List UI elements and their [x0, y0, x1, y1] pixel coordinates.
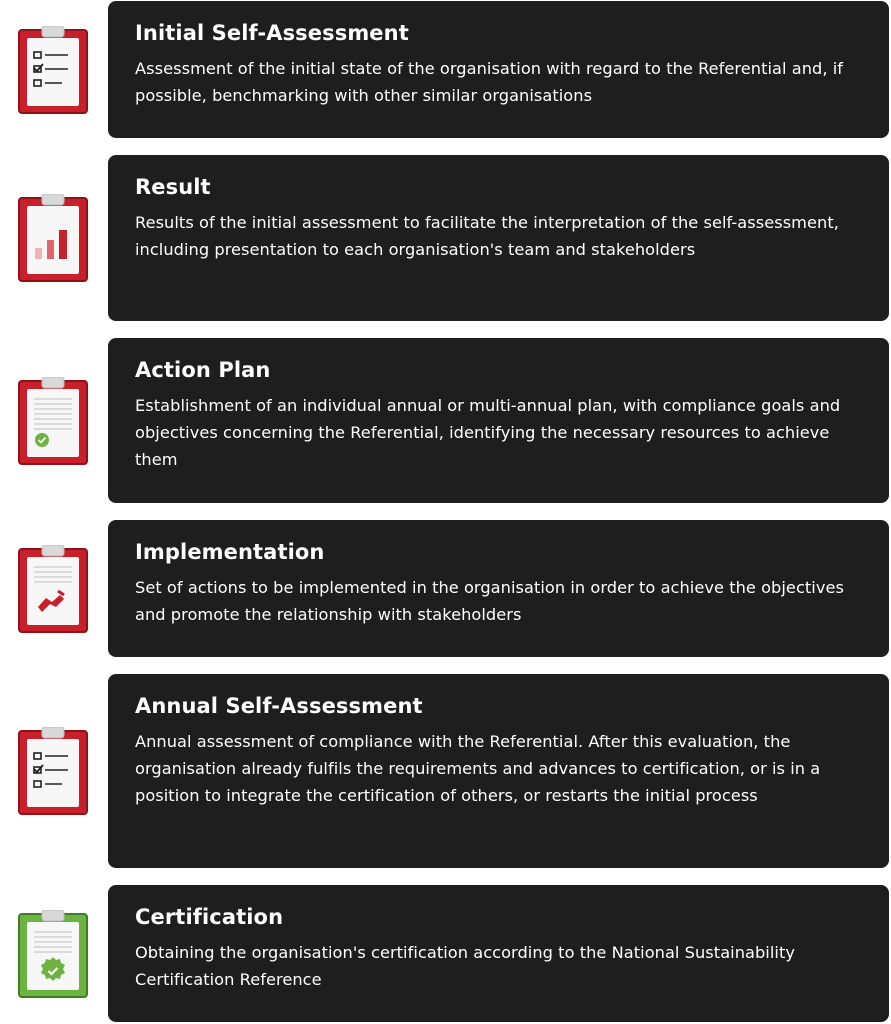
step-card — [108, 674, 889, 868]
step-title: Result — [135, 175, 211, 199]
step-card — [108, 338, 889, 503]
step-description: Annual assessment of compliance with the Referential. After this evaluation, the organisation already fulfils the requirements and advances to certification, or is in a position to integrate the certification of others, or restarts the initial process — [135, 732, 821, 805]
step-card — [108, 520, 889, 657]
bar-chart-clipboard-icon — [18, 194, 88, 282]
step-title: Certification — [135, 905, 284, 929]
check-clipboard-icon — [18, 377, 88, 465]
certified-clipboard-icon — [18, 910, 88, 998]
step-title: Initial Self-Assessment — [135, 21, 409, 45]
step-card — [108, 885, 889, 1022]
step-description: Set of actions to be implemented in the organisation in order to achieve the objectives and promote the relationship with stakeholders — [135, 578, 844, 624]
step-title: Implementation — [135, 540, 325, 564]
step-description: Assessment of the initial state of the organisation with regard to the Referential and, if possible, benchmarking with other similar organisations — [135, 59, 844, 105]
step-description: Obtaining the organisation's certification according to the National Sustainability Certification Reference — [135, 943, 795, 989]
step-title: Annual Self-Assessment — [135, 694, 423, 718]
checklist-clipboard-icon — [18, 26, 88, 114]
step-card — [108, 155, 889, 321]
handshake-clipboard-icon — [18, 545, 88, 633]
step-title: Action Plan — [135, 358, 271, 382]
step-card — [108, 1, 889, 138]
step-description: Establishment of an individual annual or multi-annual plan, with compliance goals and objectives concerning the Referential, identifying the necessary resources to achieve them — [135, 396, 841, 469]
checklist-clipboard-icon — [18, 727, 88, 815]
step-description: Results of the initial assessment to facilitate the interpretation of the self-assessment, including presentation to each organisation's team and stakeholders — [135, 213, 839, 259]
